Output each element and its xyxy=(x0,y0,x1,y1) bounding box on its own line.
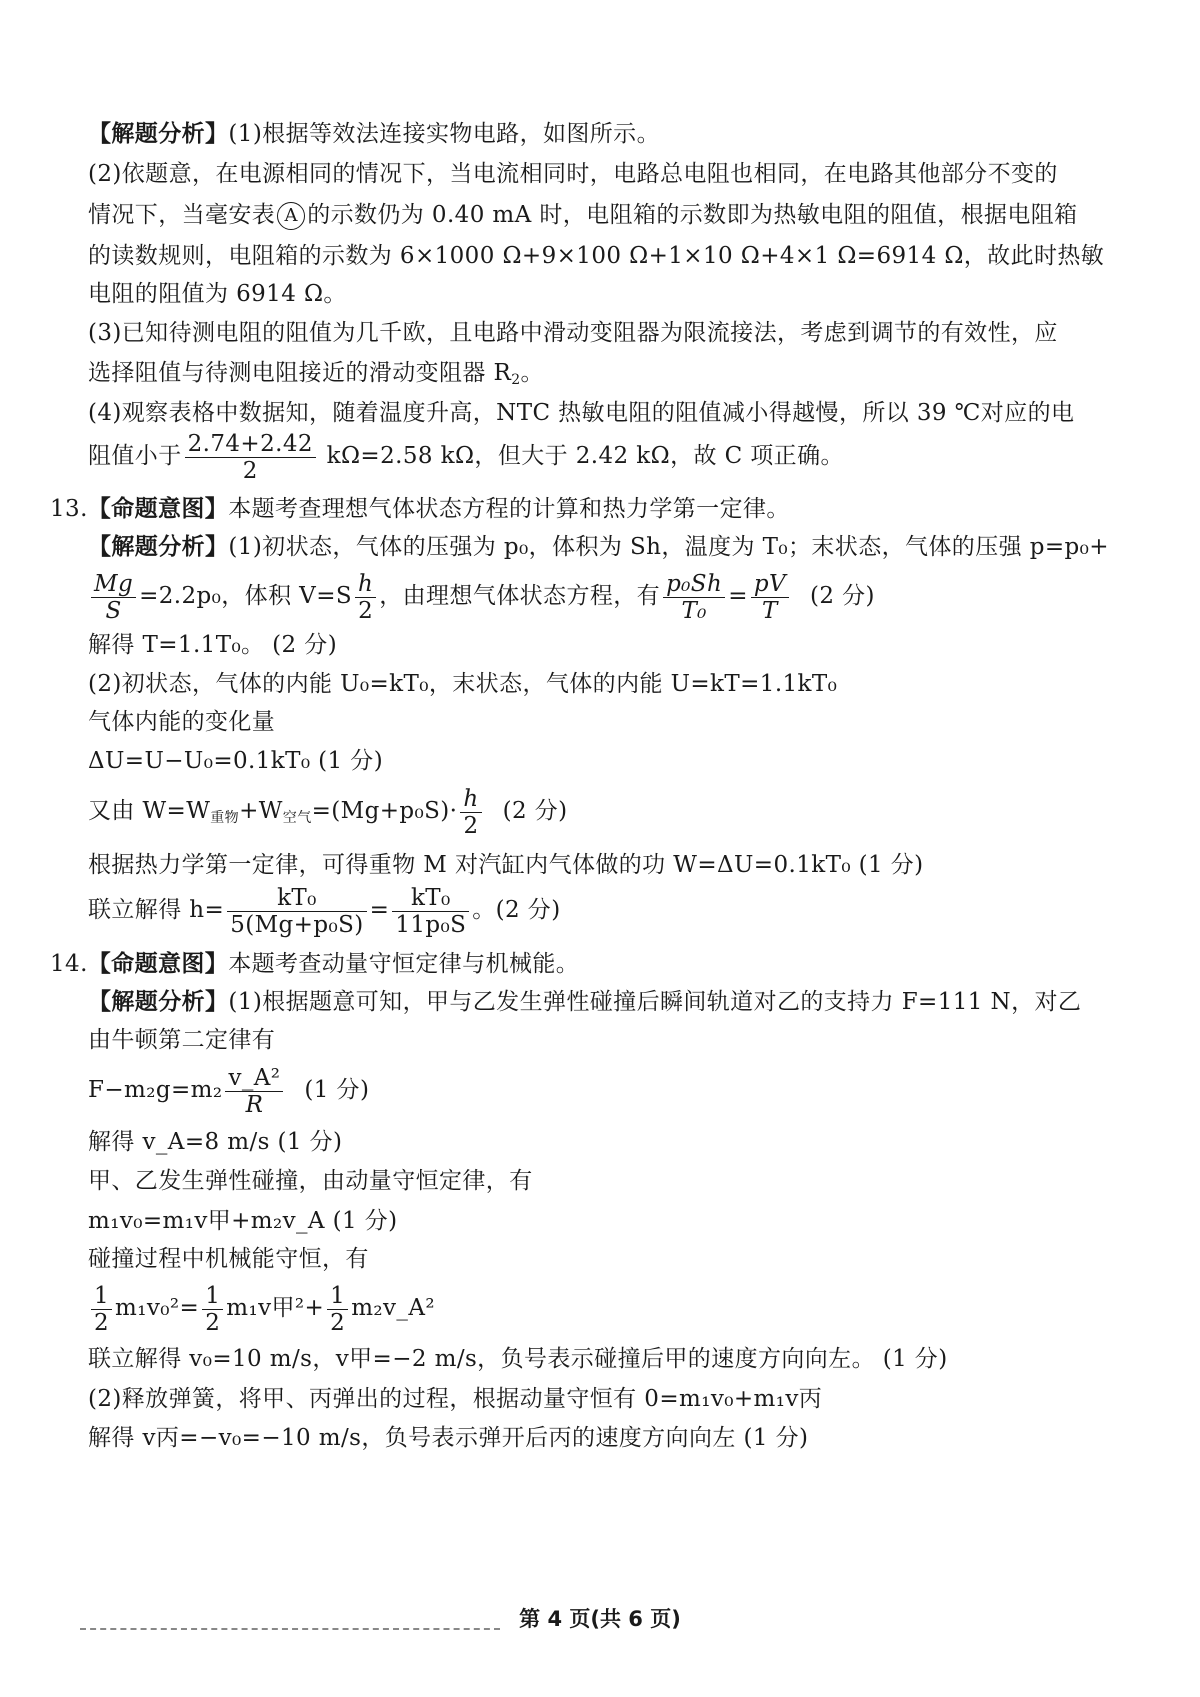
text-segment: 又由 W=W xyxy=(88,798,211,824)
score: (2 分) xyxy=(810,583,875,609)
denominator: 2 xyxy=(242,457,258,484)
denominator: T₀ xyxy=(681,597,707,624)
score: (1 分) xyxy=(304,1077,370,1103)
fraction xyxy=(355,571,376,624)
denominator: 2 xyxy=(330,1309,346,1336)
q14-analysis-line: 解得 v_A=8 m/s (1 分) xyxy=(88,1129,343,1155)
denominator: 2 xyxy=(94,1309,110,1336)
text-segment: 情况下，当毫安表 xyxy=(88,202,276,228)
analysis-line xyxy=(88,198,1080,232)
intent-text: 本题考查理想气体状态方程的计算和热力学第一定律。 xyxy=(228,496,790,522)
question-number: 13. xyxy=(50,496,88,522)
denominator: T xyxy=(762,597,778,624)
q13-analysis-line xyxy=(88,530,1109,564)
analysis-line xyxy=(88,428,1080,484)
fraction xyxy=(91,1283,112,1336)
analysis-line xyxy=(88,117,1080,151)
denominator: 2 xyxy=(463,812,479,839)
numerator: 1 xyxy=(91,1283,112,1310)
denominator: R xyxy=(245,1091,264,1118)
numerator: v_A² xyxy=(225,1065,283,1092)
q13-intent xyxy=(50,492,1080,526)
analysis-text: (1)根据等效法连接实物电路，如图所示。 xyxy=(228,121,660,147)
text-segment: 。 xyxy=(520,360,544,386)
text-segment: 的示数仍为 0.40 mA 时，电阻箱的示数即为热敏电阻的阻值，根据电阻箱 xyxy=(307,202,1078,228)
q13-analysis-line: 气体内能的变化量 xyxy=(88,709,276,735)
q14-analysis-line: 甲、乙发生弹性碰撞，由动量守恒定律，有 xyxy=(88,1168,533,1194)
text-segment: m₂v_A² xyxy=(351,1295,435,1321)
numerator: 1 xyxy=(202,1283,223,1310)
analysis-line: (3)已知待测电阻的阻值为几千欧，且电路中滑动变阻器为限流接法，考虑到调节的有效性，应 xyxy=(88,320,1058,346)
analysis-line xyxy=(88,356,1080,397)
q13-analysis-line: ΔU=U−U₀=0.1kT₀ (1 分) xyxy=(88,748,384,774)
text-segment: F−m₂g=m₂ xyxy=(88,1077,223,1103)
q14-intent xyxy=(50,947,1080,981)
fraction xyxy=(392,885,469,938)
q13-analysis-line xyxy=(88,566,1080,626)
intent-tag: 【命题意图】 xyxy=(87,496,229,522)
subscript: 空气 xyxy=(282,810,312,826)
text-segment: =2.2p₀，体积 V=S xyxy=(139,583,353,609)
denominator: 2 xyxy=(205,1309,221,1336)
q14-analysis-line: 由牛顿第二定律有 xyxy=(88,1027,276,1053)
analysis-tag: 【解题分析】 xyxy=(88,121,229,147)
numerator: h xyxy=(358,570,374,597)
q14-analysis-line: m₁v₀=m₁v甲+m₂v_A (1 分) xyxy=(88,1208,398,1234)
analysis-line: 的读数规则，电阻箱的示数为 6×1000 Ω+9×100 Ω+1×10 Ω+4×1 Ω=6914 Ω，故此时热敏 xyxy=(88,243,1105,269)
text-segment: kΩ=2.58 kΩ，但大于 2.42 kΩ，故 C 项正确。 xyxy=(318,443,844,469)
text-segment: (1)根据题意可知，甲与乙发生弹性碰撞后瞬间轨道对乙的支持力 F=111 N，对乙 xyxy=(228,989,1082,1015)
denominator: 5(Mg+p₀S) xyxy=(230,911,364,938)
ammeter-symbol: A xyxy=(277,202,305,230)
q14-analysis-line xyxy=(88,1060,1080,1120)
intent-tag: 【命题意图】 xyxy=(87,951,229,977)
analysis-tag: 【解题分析】 xyxy=(88,989,229,1015)
q14-analysis-line: 碰撞过程中机械能守恒，有 xyxy=(88,1246,369,1272)
numerator: Mg xyxy=(94,570,134,597)
intent-text: 本题考查动量守恒定律与机械能。 xyxy=(228,951,580,977)
q14-analysis-line: 联立解得 v₀=10 m/s，v甲=−2 m/s，负号表示碰撞后甲的速度方向向左。 (1 分) xyxy=(88,1346,948,1372)
text-segment: 联立解得 h= xyxy=(88,897,225,923)
fraction xyxy=(663,571,725,624)
text-segment: ，由理想气体状态方程，有 xyxy=(379,583,661,609)
analysis-line: (4)观察表格中数据知，随着温度升高，NTC 热敏电阻的阻值减小得越慢，所以 39 ℃对应的电 xyxy=(88,400,1075,426)
analysis-tag: 【解题分析】 xyxy=(88,534,229,560)
subscript: 2 xyxy=(511,372,521,388)
denominator: 11p₀S xyxy=(395,911,467,938)
numerator: pV xyxy=(753,570,786,597)
numerator: kT₀ xyxy=(227,885,366,912)
text-segment: =(Mg+p₀S)· xyxy=(311,798,458,824)
text-segment: m₁v₀²= xyxy=(115,1295,200,1321)
text-segment: (1)初状态，气体的压强为 p₀，体积为 Sh，温度为 T₀；末状态，气体的压强 p=p₀+ xyxy=(228,534,1109,560)
text-segment: = xyxy=(369,897,390,923)
fraction xyxy=(91,571,136,624)
fraction xyxy=(185,431,316,484)
fraction xyxy=(751,571,789,624)
analysis-line: (2)依题意，在电源相同的情况下，当电流相同时，电路总电阻也相同，在电路其他部分不变的 xyxy=(88,161,1058,187)
q14-analysis-line xyxy=(88,985,1080,1019)
text-segment: m₁v甲²+ xyxy=(226,1295,325,1321)
numerator: kT₀ xyxy=(392,885,469,912)
q13-analysis-line xyxy=(88,783,1080,846)
q13-analysis-line: (2)初状态，气体的内能 U₀=kT₀，末状态，气体的内能 U=kT=1.1kT₀ xyxy=(88,671,838,697)
question-number: 14. xyxy=(50,951,88,977)
q14-analysis-line xyxy=(88,1278,1080,1338)
numerator: 2.74+2.42 xyxy=(185,431,316,458)
q13-analysis-line xyxy=(88,880,1080,940)
denominator: 2 xyxy=(358,597,374,624)
numerator: p₀Sh xyxy=(666,570,723,597)
fraction xyxy=(327,1283,348,1336)
text-segment: 。(2 分) xyxy=(472,897,561,923)
q14-analysis-line: (2)释放弹簧，将甲、丙弹出的过程，根据动量守恒有 0=m₁v₀+m₁v丙 xyxy=(88,1386,823,1412)
text-segment: 阻值小于 xyxy=(88,443,182,469)
score: (2 分) xyxy=(502,798,568,824)
denominator: S xyxy=(105,597,122,624)
text-segment: 选择阻值与待测电阻接近的滑动变阻器 R xyxy=(88,360,512,386)
text-segment: +W xyxy=(239,798,283,824)
text-segment: = xyxy=(728,583,748,609)
subscript: 重物 xyxy=(210,810,240,826)
footer-divider xyxy=(80,1628,500,1630)
fraction xyxy=(202,1283,223,1336)
numerator: 1 xyxy=(327,1283,348,1310)
q14-analysis-line: 解得 v丙=−v₀=−10 m/s，负号表示弹开后丙的速度方向向左 (1 分) xyxy=(88,1425,809,1451)
q13-analysis-line: 根据热力学第一定律，可得重物 M 对汽缸内气体做的功 W=ΔU=0.1kT₀ (1 分) xyxy=(88,852,924,878)
fraction xyxy=(225,1065,283,1118)
fraction xyxy=(460,786,481,839)
numerator: h xyxy=(463,785,479,812)
page-number: 第 4 页(共 6 页) xyxy=(519,1607,681,1631)
analysis-line: 电阻的阻值为 6914 Ω。 xyxy=(88,281,347,307)
fraction xyxy=(227,885,366,938)
q13-analysis-line: 解得 T=1.1T₀。 (2 分) xyxy=(88,632,338,658)
